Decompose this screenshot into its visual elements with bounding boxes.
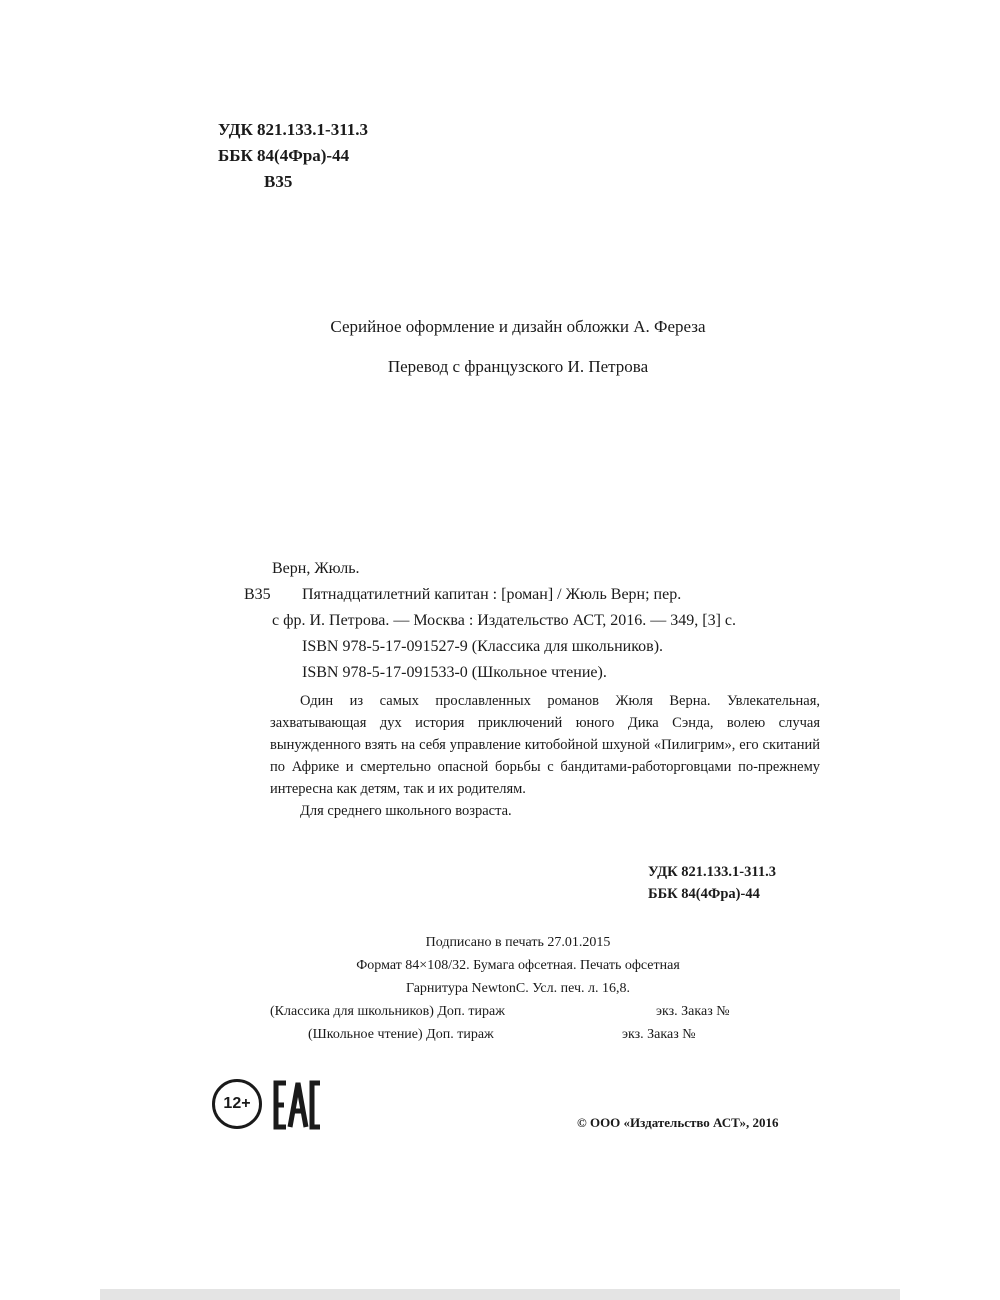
author-mark-top: В35 bbox=[264, 172, 293, 191]
title-line-2: с фр. И. Петрова. — Москва : Издательство АСТ, 2016. — 349, [3] с. bbox=[272, 612, 736, 629]
annotation-text: Один из самых прославленных романов Жюля Верна. Увлекательная, захватывающая дух история приключений юного Дика Сэнда, волею случая вынужденного взять на себя управление китобойной шхуной «Пилигрим», его скитаний по Африке и смертельно опасной борьбы с бандитами-работорговцами по-прежнему интересна как детям, так и их родителям. bbox=[270, 693, 820, 797]
isbn-classics: ISBN 978-5-17-091527-9 (Классика для школьников). bbox=[302, 638, 664, 655]
bbk-code-top: ББК 84(4Фра)-44 bbox=[218, 146, 350, 165]
translation-credit: Перевод с французского И. Петрова bbox=[387, 357, 649, 376]
order-classics: экз. Заказ № bbox=[656, 1004, 730, 1019]
print-run-school: (Школьное чтение) Доп. тираж bbox=[308, 1027, 494, 1042]
order-school: экз. Заказ № bbox=[622, 1027, 696, 1042]
isbn-school-reading: ISBN 978-5-17-091533-0 (Школьное чтение). bbox=[302, 664, 607, 681]
annotation bbox=[270, 690, 820, 822]
signed-to-print: Подписано в печать 27.01.2015 bbox=[425, 935, 611, 950]
print-run-classics: (Классика для школьников) Доп. тираж bbox=[270, 1004, 505, 1019]
audience-note: Для среднего школьного возраста. bbox=[300, 803, 512, 819]
copyright-notice: © ООО «Издательство АСТ», 2016 bbox=[577, 1115, 779, 1130]
author-heading: Верн, Жюль. bbox=[272, 560, 360, 577]
design-credit: Серийное оформление и дизайн обложки А. Фереза bbox=[330, 317, 706, 336]
bbk-code-bottom: ББК 84(4Фра)-44 bbox=[648, 886, 760, 902]
age-rating-badge bbox=[212, 1079, 262, 1129]
age-rating-label: 12+ bbox=[223, 1095, 251, 1112]
typeface-line: Гарнитура NewtonC. Усл. печ. л. 16,8. bbox=[405, 981, 631, 996]
udk-code-top: УДК 821.133.1-311.3 bbox=[218, 120, 369, 139]
author-mark-biblio: В35 bbox=[244, 586, 271, 603]
udk-code-bottom: УДК 821.133.1-311.3 bbox=[648, 864, 776, 880]
title-line-1: Пятнадцатилетний капитан : [роман] / Жюль Верн; пер. bbox=[302, 586, 682, 603]
page-bottom-bar bbox=[100, 1289, 900, 1300]
format-line: Формат 84×108/32. Бумага офсетная. Печать офсетная bbox=[356, 958, 680, 973]
eac-mark-icon bbox=[272, 1079, 324, 1131]
